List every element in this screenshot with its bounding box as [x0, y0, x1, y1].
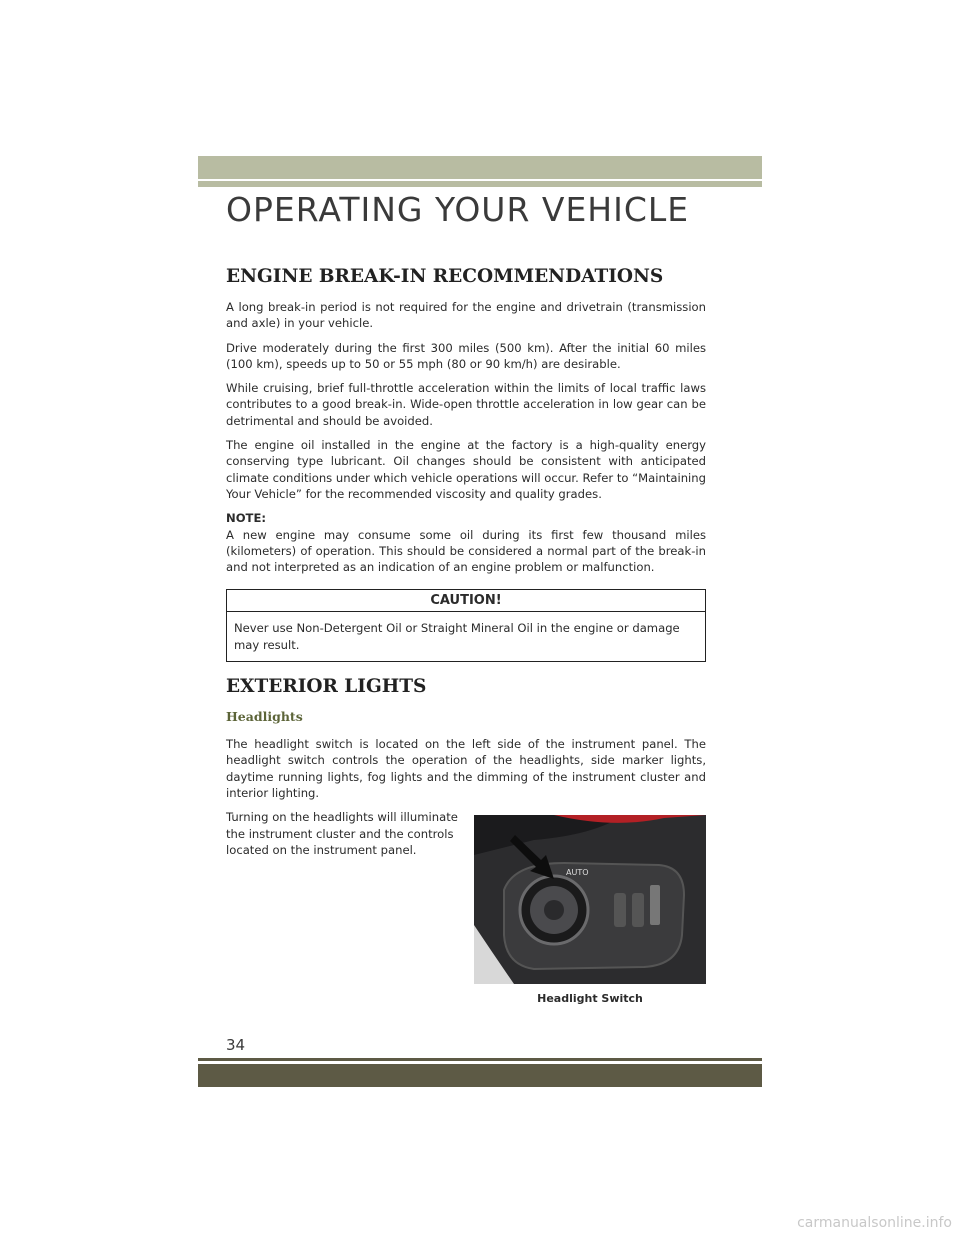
paragraph: A long break-in period is not required for the engine and drivetrain (transmission and axle) in your vehicle. — [226, 300, 706, 331]
note-text: A new engine may consume some oil during its first few thousand miles (kilometers) of operation. This should be considered a normal part of the break-in and not interpreted as an indication of an engine problem or malfunction. — [226, 527, 706, 575]
watermark: carmanualsonline.info — [797, 1215, 952, 1231]
section-title: OPERATING YOUR VEHICLE — [226, 190, 690, 229]
exterior-lights-heading: EXTERIOR LIGHTS — [226, 676, 427, 698]
paragraph: While cruising, brief full-throttle acceleration within the limits of local traffic laws contributes to a good break-in. Wide-open throttle acceleration in low gear can be detrimental and should be avoided. — [226, 381, 706, 428]
header-band — [198, 156, 762, 179]
figure-caption: Headlight Switch — [537, 992, 643, 1006]
caution-title: CAUTION! — [227, 590, 705, 612]
paragraph: Turning on the headlights will illuminate the instrument cluster and the controls located on the instrument panel. — [226, 810, 458, 857]
caution-text: Never use Non-Detergent Oil or Straight Mineral Oil in the engine or damage may result. — [234, 621, 680, 652]
paragraph: The engine oil installed in the engine at the factory is a high-quality energy conserving type lubricant. Oil changes should be consistent with anticipated climate conditions under which vehicle operations will occur. Refer to “Maintaining Your Vehicle” for the recommended viscosity and quality grades. — [226, 438, 706, 501]
note-label: NOTE: — [226, 511, 267, 526]
engine-break-in-heading: ENGINE BREAK-IN RECOMMENDATIONS — [226, 266, 664, 287]
page-content — [226, 266, 706, 1009]
header-rule — [198, 181, 762, 187]
headlight-switch-photo — [474, 815, 706, 984]
paragraph: Drive moderately during the first 300 miles (500 km). After the initial 60 miles (100 km), speeds up to 50 or 55 mph (80 or 90 km/h) are desirable. — [226, 340, 706, 371]
caution-box — [226, 589, 706, 662]
headlights-subheading: Headlights — [226, 709, 303, 725]
paragraph: The headlight switch is located on the left side of the instrument panel. The headlight switch controls the operation of the headlights, side marker lights, daytime running lights, fog lights and the dimming of the instrument cluster and interior lighting. — [226, 737, 706, 800]
footer-band — [198, 1064, 762, 1087]
page-number: 34 — [226, 1036, 246, 1054]
footer-rule — [198, 1058, 762, 1061]
headlight-switch-figure — [474, 815, 706, 1005]
switch-auto-label: AUTO — [566, 868, 589, 878]
